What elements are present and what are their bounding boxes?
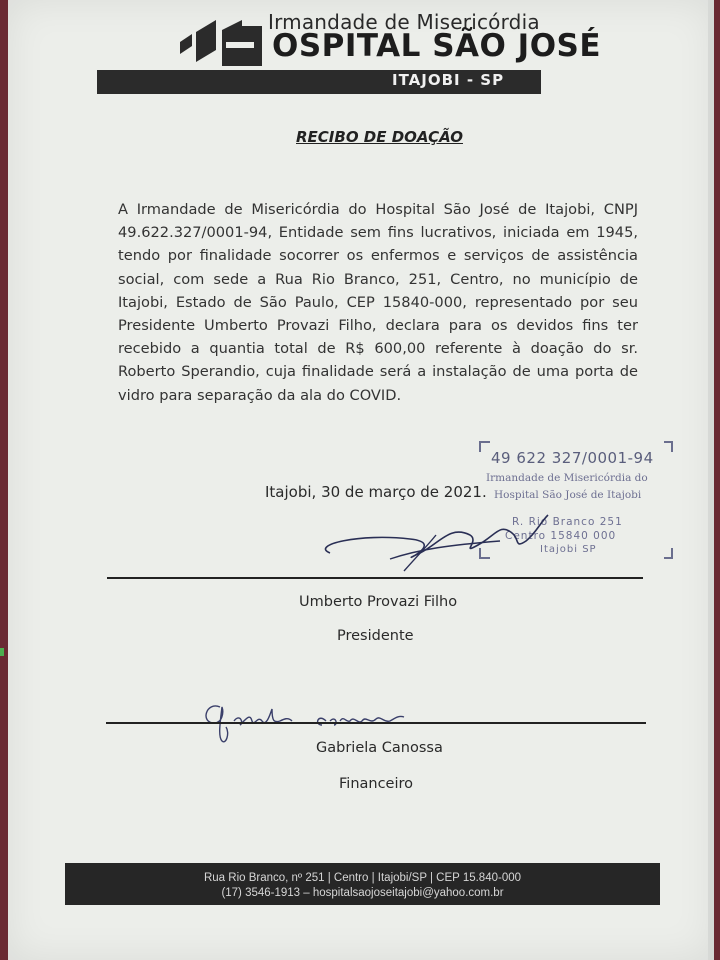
stamp-city: Itajobi SP [540,544,597,555]
edge-mark [0,648,4,656]
president-signature [300,505,560,585]
stamp-cnpj: 49 622 327/0001-94 [491,449,654,467]
document-date: Itajobi, 30 de março de 2021. [265,483,487,501]
signer-name: Gabriela Canossa [316,740,443,756]
hospital-name: OSPITAL SÃO JOSÉ [272,28,602,64]
city-label: ITAJOBI - SP [392,71,505,89]
footer-contact: (17) 3546-1913 – hospitalsaojoseitajobi@yahoo.com.br [221,887,504,899]
signature-line [106,722,646,724]
stamp-cep: Centro 15840 000 [505,530,617,542]
signature-line [107,577,643,579]
footer-bar [65,863,660,905]
document-title: RECIBO DE DOAÇÃO [296,128,463,146]
org-name: Irmandade de Misericórdia [268,10,540,34]
stamp-org-line1: Irmandade de Misericórdia do [486,472,648,484]
document-body: A Irmandade de Misericórdia do Hospital São José de Itajobi, CNPJ 49.622.327/0001-94, Entidade sem fins lucrativos, iniciada em 1945, tendo por finalidade socorrer os enfermos e serviços de assistência social, com sede a Rua Rio Branco, 251, Centro, no município de Itajobi, Estado de São Paulo, CEP 15840-000, representado por seu Presidente Umberto Provazi Filho, declara para os devidos fins ter recebido a quantia total de R$ 600,00 referente à doação do sr. Roberto Sperandio, cuja finalidade será a instalação de uma porta de vidro para separação da ala do COVID. [118,201,638,404]
hospital-logo-icon [178,20,262,66]
footer-address: Rua Rio Branco, nº 251 | Centro | Itajobi/SP | CEP 15.840-000 [203,872,522,884]
signer-role: Presidente [337,628,414,644]
signer-name: Umberto Provazi Filho [299,594,458,610]
stamp-address: R. Rio Branco 251 [512,516,623,528]
page-edge [708,0,714,960]
signer-role: Financeiro [339,776,414,792]
stamp-org-line2: Hospital São José de Itajobi [494,489,642,501]
